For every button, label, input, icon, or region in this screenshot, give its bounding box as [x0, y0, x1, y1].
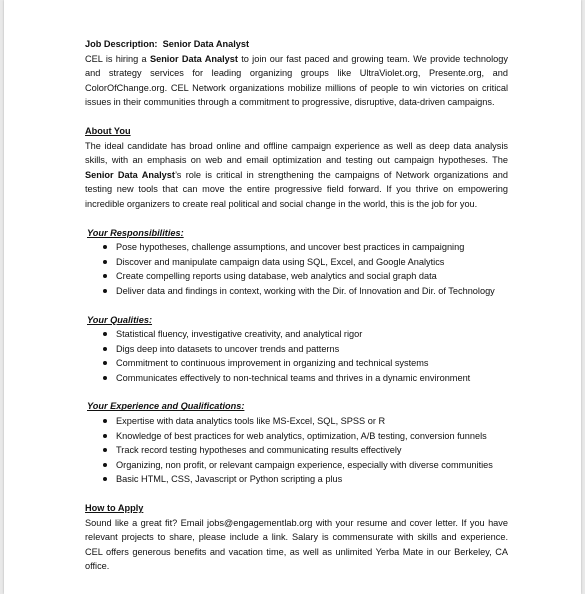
- bullet-icon: [103, 289, 107, 293]
- apply-paragraph: Sound like a great fit? Email jobs@engagementlab.org with your resume and cover letter. If you have relevant projects to share, please include a link. Salary is commensurate with skills and experience. CEL offers generous benefits and vacation time, as well as unlimited Yerba Mate in our Berkeley, CA office.: [85, 517, 508, 572]
- list-item: [85, 472, 508, 487]
- responsibilities-section: [85, 226, 508, 299]
- about-paragraph: [85, 139, 508, 212]
- list-item-text: Organizing, non profit, or relevant campaign experience, especially with diverse communities: [116, 459, 493, 470]
- list-item: [85, 371, 508, 386]
- intro-text-1: CEL is hiring a: [85, 53, 150, 64]
- list-item-text: Digs deep into datasets to uncover trends and patterns: [116, 343, 340, 354]
- document-content: [85, 37, 508, 574]
- experience-section: [85, 399, 508, 487]
- bullet-icon: [103, 274, 107, 278]
- list-item-text: Pose hypotheses, challenge assumptions, and uncover best practices in campaigning: [116, 242, 465, 253]
- intro-paragraph: [85, 52, 508, 110]
- responsibilities-list: [85, 240, 508, 298]
- bullet-icon: [103, 361, 107, 365]
- about-heading: About You: [85, 125, 131, 136]
- bullet-icon: [103, 245, 107, 249]
- list-item: [85, 356, 508, 371]
- responsibilities-heading: Your Responsibilities:: [87, 227, 184, 238]
- about-text-2: ’s role is critical in strengthening the campaigns of Network organizations and testing new tools that can move the entire progressive field forward. If you thrive on empowering incredible organizers to create real political and social change in the world, this is the job for you.: [85, 169, 508, 209]
- apply-heading: How to Apply: [85, 503, 144, 514]
- bullet-icon: [103, 347, 107, 351]
- list-item: [85, 327, 508, 342]
- bullet-icon: [103, 332, 107, 336]
- document-page: [4, 0, 581, 594]
- list-item-text: Commitment to continuous improvement in organizing and technical systems: [116, 358, 429, 369]
- bullet-icon: [103, 477, 107, 481]
- list-item: [85, 240, 508, 255]
- list-item-text: Basic HTML, CSS, Javascript or Python scripting a plus: [116, 474, 343, 485]
- list-item: [85, 414, 508, 429]
- list-item-text: Track record testing hypotheses and communicating results effectively: [116, 445, 402, 456]
- list-item-text: Communicates effectively to non-technical teams and thrives in a dynamic environment: [116, 372, 471, 383]
- experience-list: [85, 414, 508, 487]
- about-section: [85, 124, 508, 212]
- list-item-text: Deliver data and findings in context, working with the Dir. of Innovation and Dir. of Technology: [116, 285, 495, 296]
- list-item-text: Statistical fluency, investigative creativity, and analytical rigor: [116, 329, 363, 340]
- intro-role-name: Senior Data Analyst: [149, 53, 238, 64]
- list-item-text: Discover and manipulate campaign data using SQL, Excel, and Google Analytics: [116, 256, 445, 267]
- qualities-section: [85, 313, 508, 386]
- about-role-name: Senior Data Analyst: [85, 169, 175, 180]
- list-item: [85, 284, 508, 299]
- experience-heading: Your Experience and Qualifications:: [87, 401, 245, 412]
- job-title: [85, 37, 508, 52]
- job-title-value: Senior Data Analyst: [162, 39, 250, 49]
- list-item: [85, 342, 508, 357]
- list-item: [85, 255, 508, 270]
- list-item: [85, 458, 508, 473]
- list-item: [85, 429, 508, 444]
- bullet-icon: [103, 448, 107, 452]
- list-item: [85, 443, 508, 458]
- qualities-list: [85, 327, 508, 385]
- job-title-label: Job Description:: [85, 39, 158, 49]
- qualities-heading: Your Qualities:: [87, 314, 153, 325]
- about-text-1: The ideal candidate has broad online and offline campaign experience as well as deep data analysis skills, with an emphasis on web and email optimization and testing out campaign hypotheses. The: [85, 140, 508, 166]
- list-item-text: Knowledge of best practices for web analytics, optimization, A/B testing, conversion funnels: [116, 430, 487, 441]
- bullet-icon: [103, 260, 107, 264]
- bullet-icon: [103, 463, 107, 467]
- bullet-icon: [103, 376, 107, 380]
- intro-text-2: to join our fast paced and growing team. We provide technology and strategy services for leading organizing groups like UltraViolet.org, Presente.org, and ColorOfChange.org. CEL Network organizations mobilize millions of people to win victories on critical issues in their communities through a commitment to progressive, disruptive, data-driven campaigns.: [85, 53, 508, 108]
- list-item-text: Expertise with data analytics tools like MS-Excel, SQL, SPSS or R: [116, 416, 386, 427]
- bullet-icon: [103, 434, 107, 438]
- apply-section: [85, 501, 508, 574]
- list-item-text: Create compelling reports using database, web analytics and social graph data: [116, 271, 437, 282]
- list-item: [85, 269, 508, 284]
- bullet-icon: [103, 419, 107, 423]
